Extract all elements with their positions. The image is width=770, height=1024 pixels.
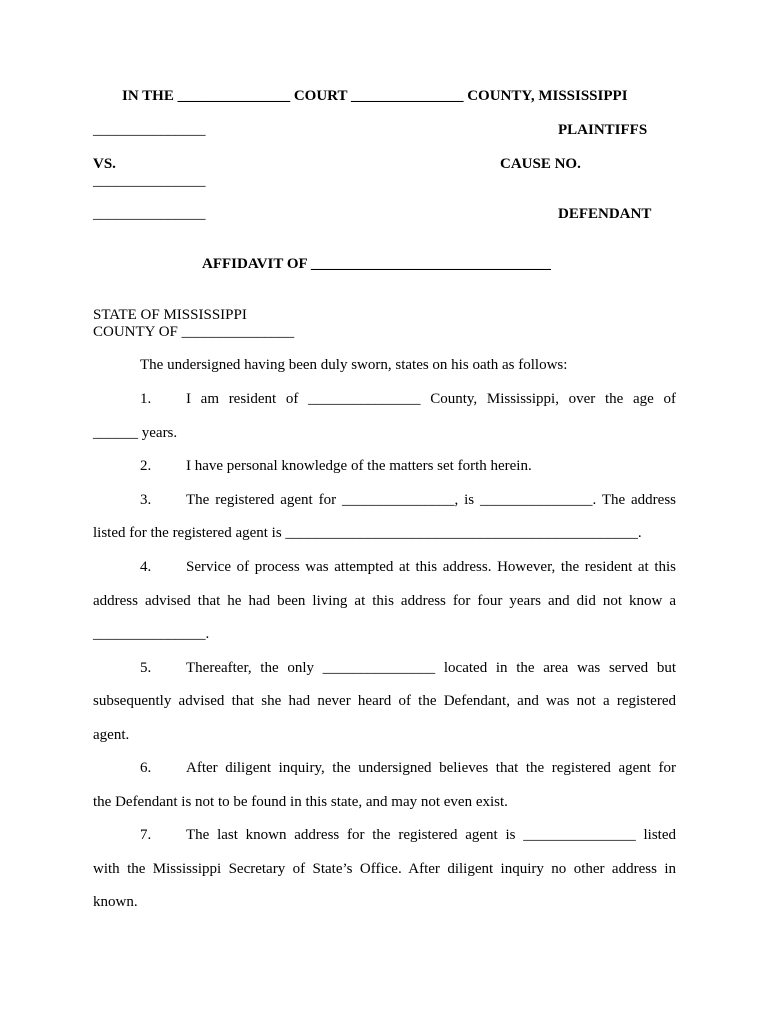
paragraph-number: 2. — [140, 458, 152, 474]
court-caption-line: IN THE _______________ COURT _______________ COUNTY, MISSISSIPPI — [122, 88, 628, 104]
paragraph-line: Thereafter, the only _______________ located in the area was served but — [186, 660, 676, 676]
vs-label: VS. — [93, 156, 116, 172]
paragraph-line: subsequently advised that she had never heard of the Defendant, and was not a registered — [93, 693, 676, 709]
paragraph-line: I am resident of _______________ County, Mississippi, over the age of — [186, 391, 676, 407]
plaintiff-blank: _______________ — [93, 122, 206, 138]
defendant-blank: _______________ — [93, 206, 206, 222]
paragraph-line: known. — [93, 894, 138, 910]
venue-state: STATE OF MISSISSIPPI — [93, 307, 247, 323]
paragraph-number: 5. — [140, 660, 152, 676]
paragraph-number: 6. — [140, 760, 152, 776]
cause-no-label: CAUSE NO. — [500, 156, 581, 172]
intro-statement: The undersigned having been duly sworn, states on his oath as follows: — [140, 357, 568, 373]
paragraph-line: Service of process was attempted at this address. However, the resident at this — [186, 559, 676, 575]
paragraph-number: 7. — [140, 827, 152, 843]
paragraph-number: 4. — [140, 559, 152, 575]
paragraph-number: 3. — [140, 492, 152, 508]
paragraph-line: address advised that he had been living at this address for four years and did not know a — [93, 593, 676, 609]
paragraph-line: The last known address for the registered agent is _______________ listed — [186, 827, 676, 843]
venue-county: COUNTY OF _______________ — [93, 324, 295, 340]
paragraph-line: the Defendant is not to be found in this state, and may not even exist. — [93, 794, 508, 810]
defendant-label: DEFENDANT — [558, 206, 652, 222]
paragraph-line: agent. — [93, 727, 130, 743]
paragraph-line: with the Mississippi Secretary of State’s Office. After diligent inquiry no other address in — [93, 861, 676, 877]
paragraph-line: ______ years. — [93, 425, 178, 441]
paragraph-line: I have personal knowledge of the matters set forth herein. — [186, 458, 532, 474]
paragraph-line: _______________. — [93, 626, 210, 642]
paragraph-line: The registered agent for _______________, is _______________. The address — [186, 492, 676, 508]
paragraph-line: listed for the registered agent is _______________________________________________. — [93, 525, 642, 541]
paragraph-line: After diligent inquiry, the undersigned believes that the registered agent for — [186, 760, 676, 776]
affidavit-title: AFFIDAVIT OF ________________________________ — [202, 256, 551, 272]
vs-blank: _______________ — [93, 173, 206, 189]
paragraph-number: 1. — [140, 391, 152, 407]
plaintiffs-label: PLAINTIFFS — [558, 122, 648, 138]
